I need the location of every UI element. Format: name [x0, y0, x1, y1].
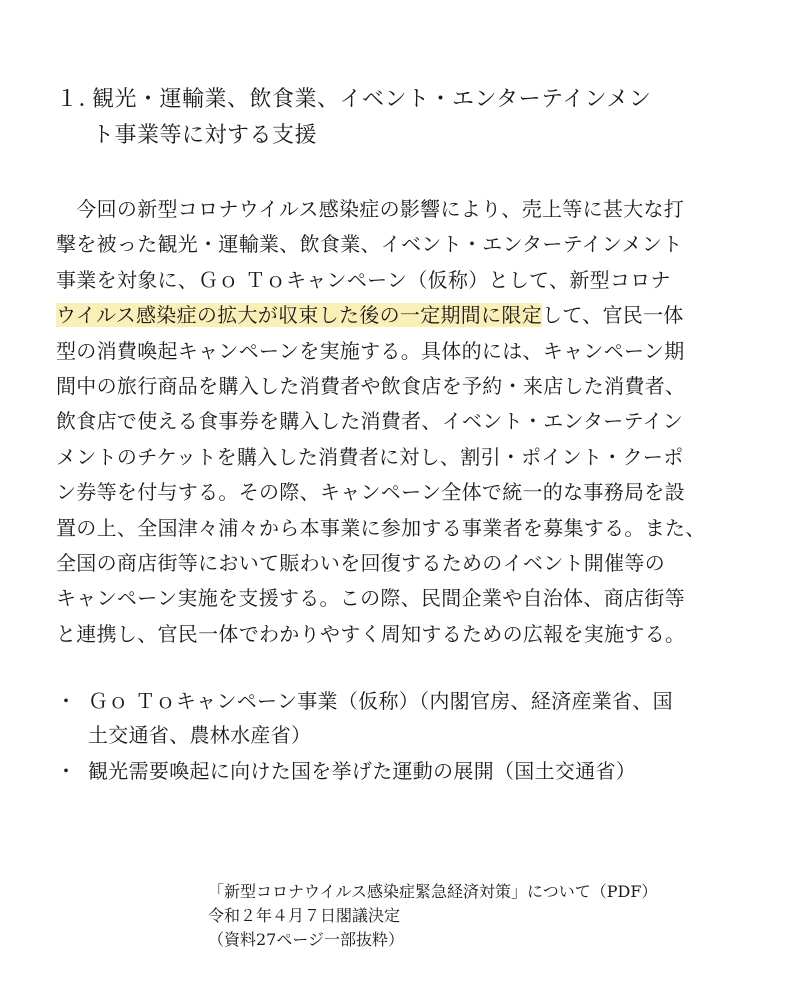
section-heading-line-1: 観光・運輸業、飲食業、イベント・エンターテインメン — [92, 87, 652, 112]
bullet-line: 土交通省、農林水産省） — [88, 723, 312, 747]
source-title: 「新型コロナウイルス感染症緊急経済対策」について（PDF） — [208, 882, 658, 901]
bullet-line: 観光需要喚起に向けた国を挙げた運動の展開（国土交通省） — [88, 759, 637, 783]
section-heading — [56, 82, 756, 154]
paragraph-line: 型の消費喚起キャンペーンを実施する。具体的には、キャンペーン期 — [56, 338, 685, 363]
highlighted-text: ウイルス感染症の拡大が収束した後の一定期間に限定 — [56, 303, 542, 328]
highlighted-line-rest: して、官民一体 — [542, 303, 684, 328]
bullet-text — [88, 754, 636, 788]
bullet-list — [56, 684, 756, 790]
paragraph-line: 撃を被った観光・運輸業、飲食業、イベント・エンターテインメント — [56, 232, 683, 257]
source-citation — [208, 880, 768, 952]
list-item — [56, 754, 756, 788]
list-item — [56, 684, 756, 752]
paragraph-line: 置の上、全国津々浦々から本事業に参加する事業者を募集する。また、 — [56, 515, 706, 540]
section-heading-line-2: ト事業等に対する支援 — [92, 123, 318, 148]
bullet-marker: ・ — [56, 689, 77, 713]
paragraph-line: 事業を対象に、Ｇｏ Ｔｏキャンペーン（仮称）として、新型コロナ — [56, 267, 671, 292]
paragraph-line: 全国の商店街等において賑わいを回復するためのイベント開催等の — [56, 551, 665, 576]
paragraph-line: 今回の新型コロナウイルス感染症の影響により、売上等に甚大な打 — [56, 197, 685, 221]
bullet-line: Ｇｏ Ｔｏキャンペーン事業（仮称）（内閣官房、経済産業省、国 — [88, 689, 673, 713]
paragraph-line: と連携し、官民一体でわかりやすく周知するための広報を実施する。 — [56, 621, 686, 646]
paragraph-line-highlighted — [56, 298, 756, 333]
bullet-marker: ・ — [56, 759, 77, 783]
bullet-text — [88, 684, 673, 752]
paragraph-line: キャンペーン実施を支援する。この際、民間企業や自治体、商店街等 — [56, 586, 685, 611]
source-note: （資料27ページ一部抜粋） — [208, 930, 405, 949]
paragraph-line: メントのチケットを購入した消費者に対し、割引・ポイント・クーポ — [56, 444, 684, 469]
paragraph-line: 飲食店で使える食事券を購入した消費者、イベント・エンターテイン — [56, 409, 684, 434]
section-number: １． — [56, 87, 102, 112]
source-date: 令和２年４月７日閣議決定 — [208, 906, 401, 925]
paragraph-line: 間中の旅行商品を購入した消費者や飲食店を予約・来店した消費者、 — [56, 374, 686, 399]
paragraph-line: ン券等を付与する。その際、キャンペーン全体で統一的な事務局を設 — [56, 480, 685, 505]
body-paragraph — [56, 192, 756, 652]
